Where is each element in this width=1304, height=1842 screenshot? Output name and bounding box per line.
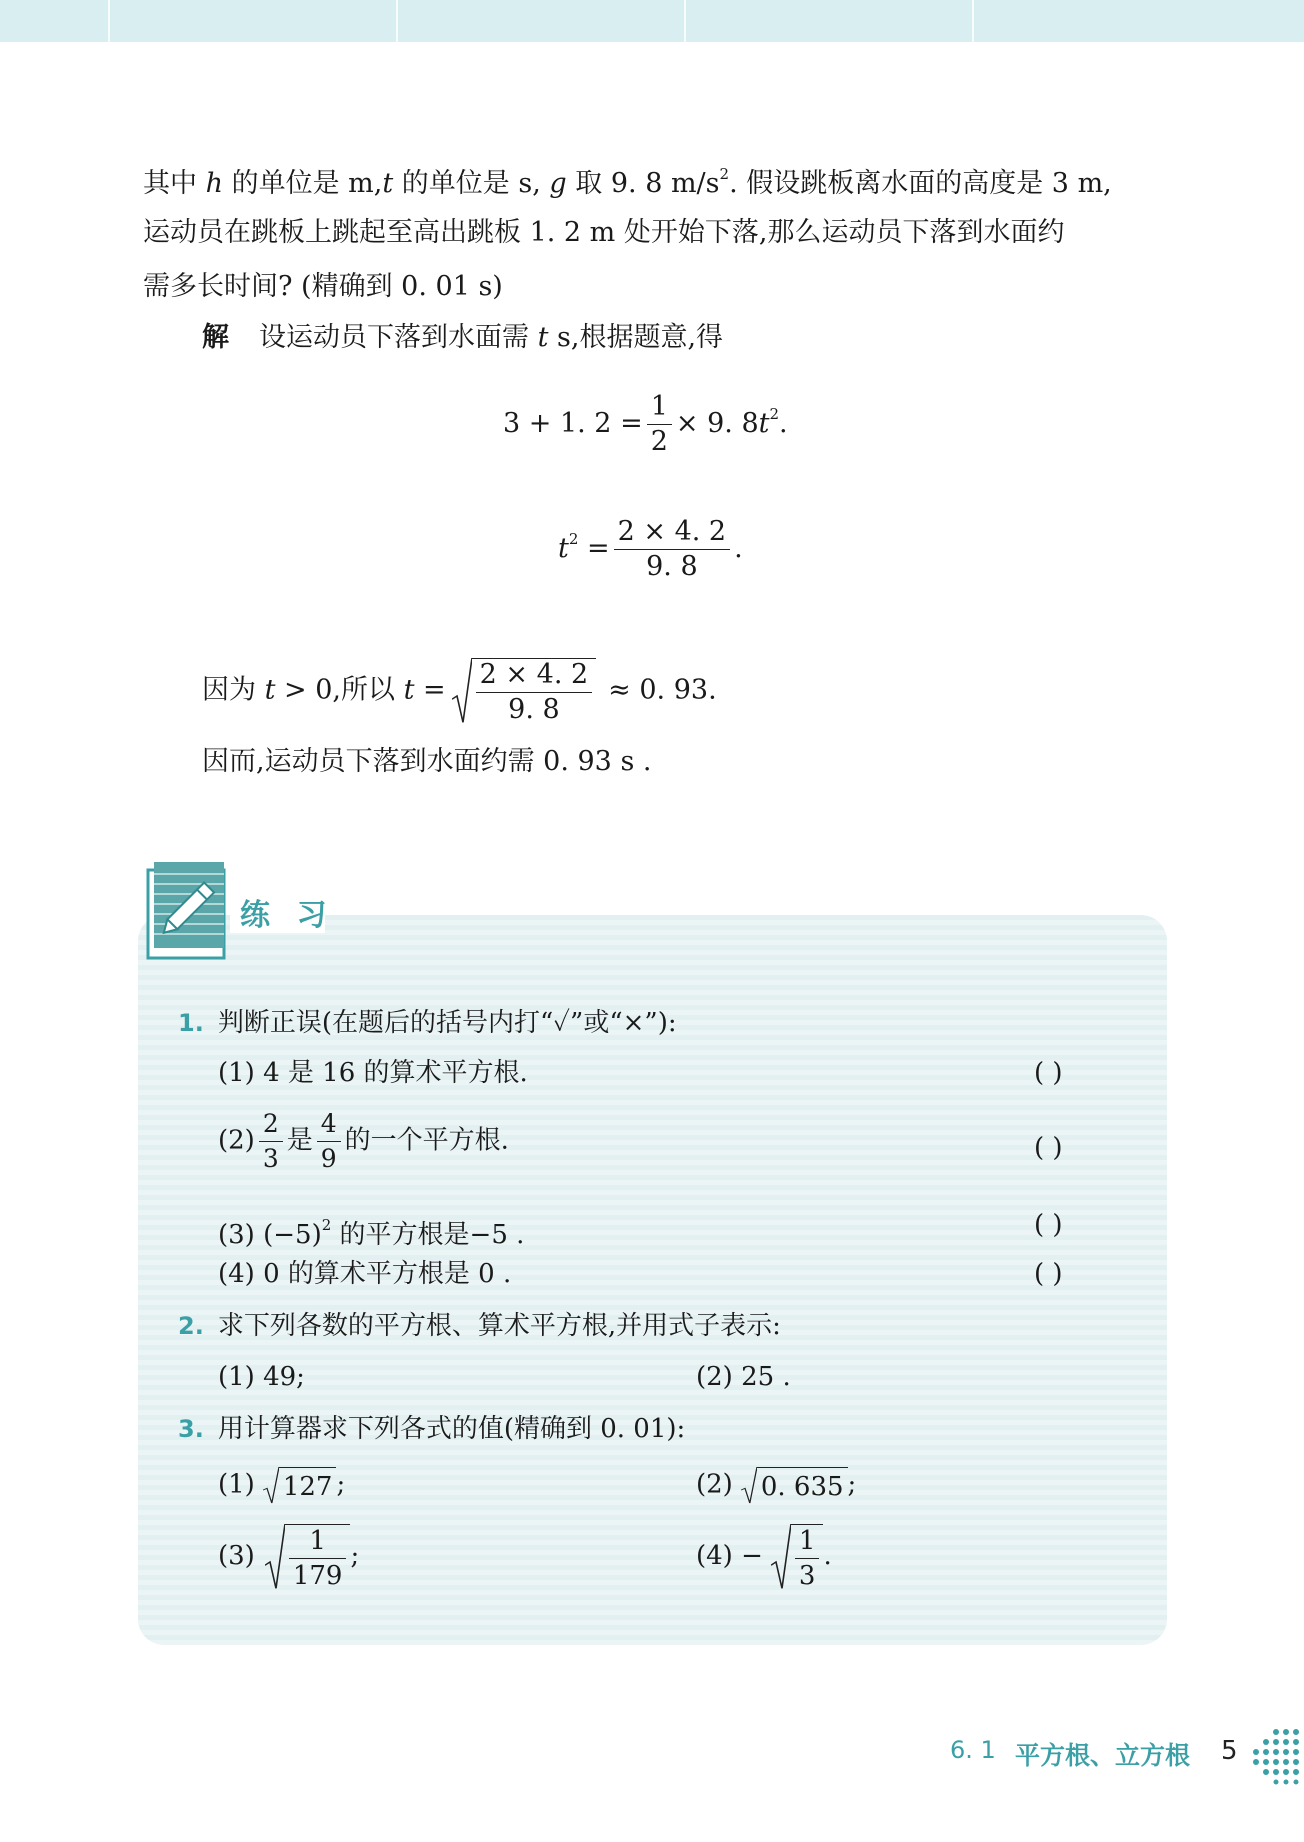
exercise-title: 练 习 (240, 898, 335, 933)
problem-line-1: 其中 h 的单位是 m,t 的单位是 s, g 取 9. 8 $m/s^2$. 假设跳板离水面的高度是 3 m, (143, 165, 1112, 199)
q3-item-4: (4) − $\frac{1}{3}$ . (696, 1526, 832, 1591)
q2-item-2: (2) 25 . (696, 1362, 791, 1392)
footer-section-number: 6. 1 (950, 1736, 996, 1764)
q3-item-3: (3) $\frac{1}{179}$ ; (218, 1526, 360, 1591)
problem-line-2: 运动员在跳板上跳起至高出跳板 1. 2 m 处开始下落,那么运动员下落到水面约 (143, 217, 1065, 248)
equation-1: 3 + 1. 2 = $\frac{1}{2}$ × 9. $8t^2$. (503, 391, 788, 457)
exercise-pencil-icon (146, 860, 228, 960)
q1-answer-paren-3[interactable]: ( ) (1034, 1210, 1063, 1240)
q3-item-2: (2) 0. 635 ; (696, 1467, 856, 1504)
because-line: 因为 t > 0,所以 t = $\frac{2 \times 4. 2}{9. 8}$ ≈ 0. 93. (202, 659, 717, 725)
q1-answer-paren-1[interactable]: ( ) (1034, 1058, 1063, 1088)
page-dots-decoration (1248, 1727, 1304, 1785)
problem-line-3: 需多长时间? (精确到 0. 01 s) (143, 271, 503, 302)
sqrt-expression: $\frac{2 \times 4. 2}{9. 8}$ (472, 658, 597, 724)
footer-section-title: 平方根、立方根 (1015, 1741, 1191, 1770)
equation-2: $t^2$ = $\frac{2 \times 4. 2}{9. 8}$ . (558, 516, 743, 582)
solution-intro: 解 设运动员下落到水面需 t s,根据题意,得 (202, 322, 724, 353)
question-3: 3. 用计算器求下列各式的值(精确到 0. 01): (178, 1414, 686, 1444)
q1-answer-paren-4[interactable]: ( ) (1034, 1259, 1063, 1289)
solution-label: 解 (202, 322, 229, 353)
q1-item-4: (4) 0 的算术平方根是 0 . (218, 1259, 512, 1289)
conclusion: 因而,运动员下落到水面约需 0. 93 s . (202, 746, 652, 777)
question-2: 2. 求下列各数的平方根、算术平方根,并用式子表示: (178, 1311, 781, 1341)
q1-item-1: (1) 4 是 16 的算术平方根. (218, 1058, 528, 1088)
q3-item-1: (1) 127 ; (218, 1467, 345, 1504)
q1-item-2: (2) $\frac{2}{3}$ 是 $\frac{4}{9}$ 的一个平方根. (218, 1109, 509, 1173)
q2-item-1: (1) 49; (218, 1362, 305, 1392)
q1-item-3: (3) $(-5)^2$ 的平方根是−5 . (218, 1216, 525, 1250)
q1-answer-paren-2[interactable]: ( ) (1034, 1133, 1063, 1163)
question-1: 1. 判断正误(在题后的括号内打“✓”或“×”): (178, 1008, 677, 1038)
page-number: 5 (1221, 1736, 1238, 1766)
top-header-band (0, 0, 1304, 42)
